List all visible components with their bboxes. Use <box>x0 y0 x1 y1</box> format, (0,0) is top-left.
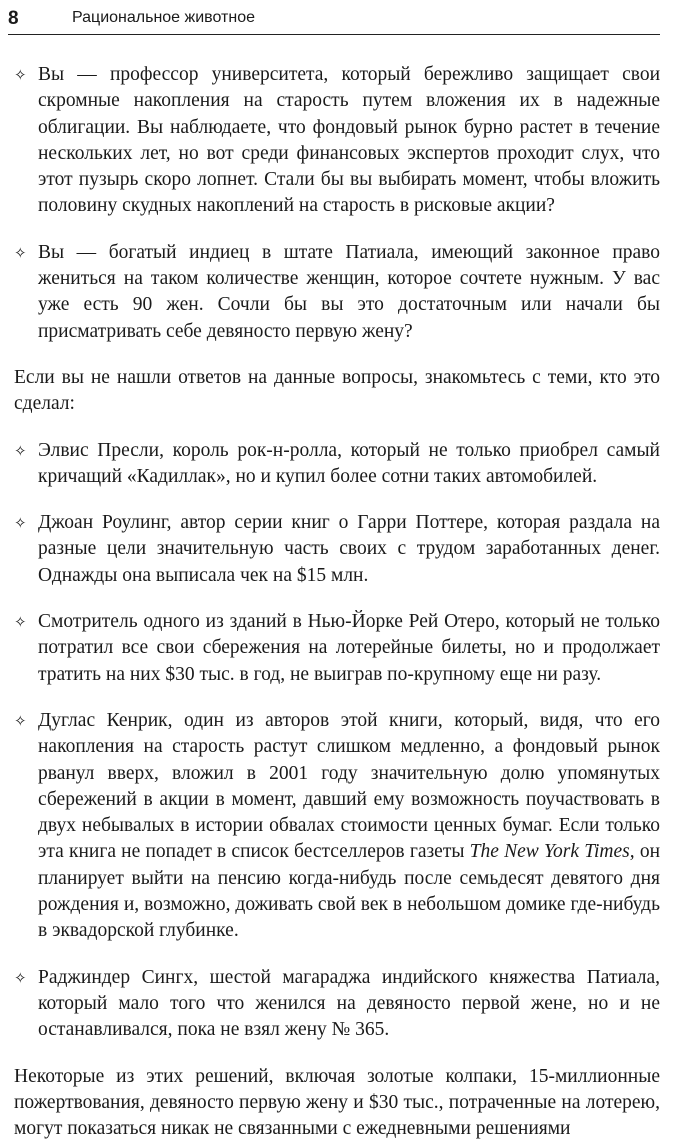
page-header <box>8 6 660 35</box>
bullet-icon: ✧ <box>14 609 27 635</box>
list-item-kenrick <box>14 708 660 945</box>
list-item-otero <box>14 609 660 688</box>
page-body <box>14 62 660 1142</box>
list-item-text-end: он планирует выйти на пенсию когда-нибудь после семьдесят девятого дня рождения и, возможно, доживать свой век в небольшом домике где-нибудь в эквадорской глубинке. <box>38 841 660 941</box>
list-item-text: Вы — богатый индиец в штате Патиала, имеющий законное право жениться на таком количестве женщин, которое сочтете нужным. У вас уже есть 90 жен. Сочли бы вы это достаточным или начали бы присматривать себе девяносто первую жену? <box>38 242 660 342</box>
list-item-text: Элвис Пресли, король рок-н-ролла, который не только приобрел самый кричащий «Кадиллак», но и купил более сотни таких автомобилей. <box>38 440 660 487</box>
list-item-rowling <box>14 510 660 589</box>
list-item-text-start: Дуглас Кенрик, один из авторов этой книги, который, видя, что его накопления на старость растут слишком медленно, а фондовый рынок рванул вверх, вложил в 2001 году значительную долю упомянутых сбережений в акции в момент, давший ему возможность поучаствовать в двух небывалых в истории обвалах стоимости ценных бумаг. Если только эта книга не попадет в список бестселлеров газеты <box>38 710 660 862</box>
list-item-text: Вы — профессор университета, который бережливо защищает свои скромные накопления на старость путем вложения их в надежные облигации. Вы наблюдаете, что фондовый рынок бурно растет в течение нескольких лет, но вот среди финансовых экспертов проходит слух, что этот пузырь скоро лопнет. Стали бы вы выбирать момент, чтобы вложить половину скудных накоплений на старость в рисковые акции? <box>38 64 660 216</box>
page-number: 8 <box>8 8 19 30</box>
bullet-icon: ✧ <box>14 510 27 536</box>
bullet-icon: ✧ <box>14 62 27 88</box>
list-item-text: Смотритель одного из зданий в Нью-Йорке Рей Отеро, который не только потратил все свои сбережения на лотерейные билеты, но и продолжает тратить на них $30 тыс. в год, не выиграв по-крупному еще ни разу. <box>38 611 660 685</box>
list-item-text: Раджиндер Сингх, шестой магараджа индийского княжества Патиала, который мало того что женился на девяносто первой жене, но и не останавливался, пока не взял жену № 365. <box>38 967 660 1041</box>
closing-paragraph: Некоторые из этих решений, включая золотые колпаки, 15-миллионные пожертвования, девяносто первую жену и $30 тыс., потраченные на лотерею, могут показаться никак не связанными с ежедневными решениями <box>14 1064 660 1142</box>
bullet-icon: ✧ <box>14 240 27 266</box>
bullet-icon: ✧ <box>14 708 27 734</box>
list-item-singh <box>14 965 660 1044</box>
newspaper-title: The New York Times, <box>470 841 635 862</box>
list-item-indian <box>14 240 660 345</box>
intro-paragraph: Если вы не нашли ответов на данные вопросы, знакомьтесь с теми, кто это сделал: <box>14 365 660 418</box>
bullet-icon: ✧ <box>14 438 27 464</box>
list-item-text: Джоан Роулинг, автор серии книг о Гарри Поттере, которая раздала на разные цели значительную часть своих с трудом заработанных денег. Однажды она выписала чек на $15 млн. <box>38 512 660 586</box>
running-title: Рациональное животное <box>72 9 255 27</box>
list-item-elvis <box>14 438 660 491</box>
list-item-professor <box>14 62 660 220</box>
bullet-icon: ✧ <box>14 965 27 991</box>
